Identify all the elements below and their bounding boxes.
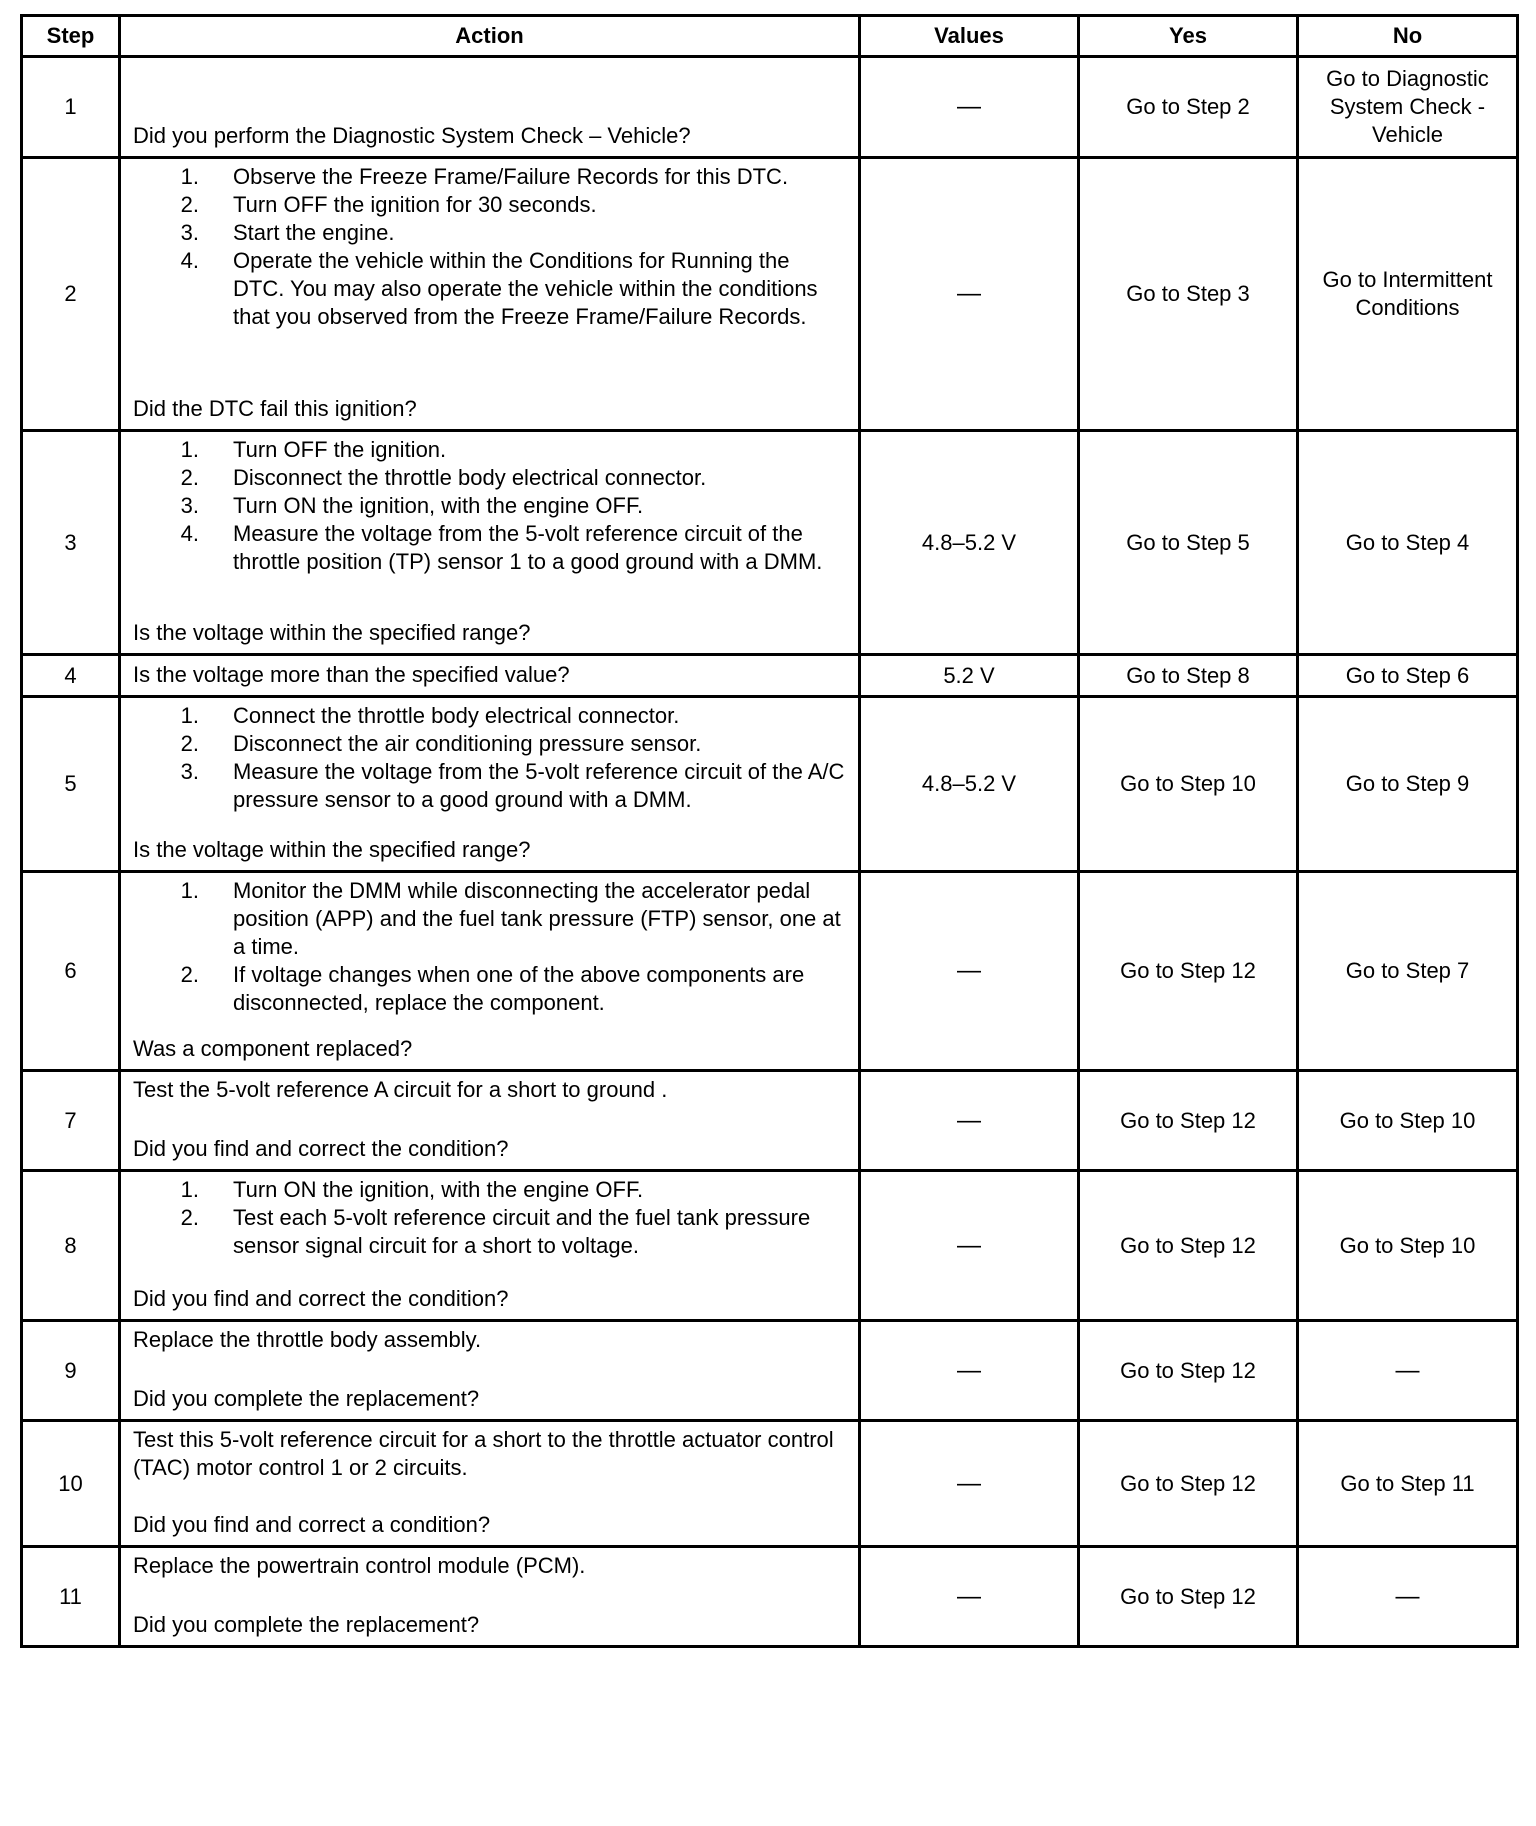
list-item-number: 4. xyxy=(180,248,199,273)
yes-cell: Go to Step 5 xyxy=(1079,431,1298,655)
action-question: Did the DTC fail this ignition? xyxy=(133,396,417,421)
action-cell xyxy=(120,57,860,158)
action-cell xyxy=(120,1321,860,1421)
action-instructions xyxy=(133,1076,846,1104)
list-item-number: 1. xyxy=(180,703,199,728)
header-action: Action xyxy=(120,16,860,57)
action-content xyxy=(127,161,852,427)
header-values: Values xyxy=(860,16,1079,57)
list-item xyxy=(133,492,846,520)
header-yes: Yes xyxy=(1079,16,1298,57)
list-item-number: 2. xyxy=(180,962,199,987)
action-instructions xyxy=(133,1552,846,1580)
step-number: 2 xyxy=(22,158,120,431)
step-number: 10 xyxy=(22,1421,120,1547)
table-row xyxy=(22,57,1518,158)
action-question: Did you find and correct the condition? xyxy=(133,1136,509,1161)
list-item xyxy=(133,961,846,1017)
action-content xyxy=(127,60,852,154)
no-cell: Go to Step 11 xyxy=(1298,1421,1518,1547)
list-item-number: 3. xyxy=(180,759,199,784)
action-content xyxy=(127,658,852,693)
no-cell: Go to Step 7 xyxy=(1298,872,1518,1071)
action-steps-list xyxy=(133,702,846,814)
yes-cell: Go to Step 10 xyxy=(1079,697,1298,872)
step-number: 3 xyxy=(22,431,120,655)
list-item-text: Disconnect the air conditioning pressure sensor. xyxy=(233,731,702,756)
action-content xyxy=(127,1174,852,1317)
no-cell: — xyxy=(1298,1547,1518,1647)
no-cell: — xyxy=(1298,1321,1518,1421)
list-item-number: 4. xyxy=(180,521,199,546)
header-step: Step xyxy=(22,16,120,57)
list-item-text: Operate the vehicle within the Conditions for Running the DTC. You may also operate the vehicle within the conditions that you observed from the Freeze Frame/Failure Records. xyxy=(233,248,818,329)
value-cell: — xyxy=(860,1171,1079,1321)
action-steps-list xyxy=(133,436,846,576)
action-content xyxy=(127,875,852,1067)
action-question: Is the voltage within the specified range? xyxy=(133,620,531,645)
yes-cell: Go to Step 3 xyxy=(1079,158,1298,431)
value-cell: — xyxy=(860,872,1079,1071)
action-question: Did you find and correct the condition? xyxy=(133,1286,509,1311)
action-cell xyxy=(120,158,860,431)
table-row xyxy=(22,158,1518,431)
action-instructions xyxy=(133,1176,846,1260)
list-item-text: If voltage changes when one of the above components are disconnected, replace the component. xyxy=(233,962,805,1015)
list-item-number: 1. xyxy=(180,164,199,189)
list-item-text: Turn OFF the ignition. xyxy=(233,437,447,462)
step-number: 8 xyxy=(22,1171,120,1321)
table-row xyxy=(22,431,1518,655)
action-cell xyxy=(120,697,860,872)
list-item-text: Start the engine. xyxy=(233,220,395,245)
list-item-text: Test each 5-volt reference circuit and the fuel tank pressure sensor signal circuit for a short to voltage. xyxy=(233,1205,811,1258)
action-question: Did you complete the replacement? xyxy=(133,1612,480,1637)
action-cell xyxy=(120,1171,860,1321)
yes-cell: Go to Step 12 xyxy=(1079,1171,1298,1321)
list-item-text: Turn ON the ignition, with the engine OFF. xyxy=(233,493,644,518)
list-item-text: Measure the voltage from the 5-volt reference circuit of the A/C pressure sensor to a good ground with a DMM. xyxy=(233,759,845,812)
value-cell: — xyxy=(860,1547,1079,1647)
value-cell: — xyxy=(860,158,1079,431)
value-cell: — xyxy=(860,1321,1079,1421)
list-item-number: 1. xyxy=(180,437,199,462)
step-number: 1 xyxy=(22,57,120,158)
action-intro: Test the 5-volt reference A circuit for a short to ground . xyxy=(133,1077,668,1102)
action-instructions xyxy=(133,702,846,814)
no-cell: Go to Step 6 xyxy=(1298,655,1518,697)
table-row xyxy=(22,872,1518,1071)
header-no: No xyxy=(1298,16,1518,57)
action-cell xyxy=(120,1547,860,1647)
table-row xyxy=(22,697,1518,872)
list-item xyxy=(133,191,846,219)
step-number: 5 xyxy=(22,697,120,872)
list-item xyxy=(133,219,846,247)
step-number: 11 xyxy=(22,1547,120,1647)
list-item-text: Disconnect the throttle body electrical connector. xyxy=(233,465,707,490)
list-item-text: Turn ON the ignition, with the engine OFF. xyxy=(233,1177,644,1202)
list-item xyxy=(133,464,846,492)
value-cell: — xyxy=(860,57,1079,158)
action-content xyxy=(127,1074,852,1167)
yes-cell: Go to Step 2 xyxy=(1079,57,1298,158)
list-item xyxy=(133,436,846,464)
step-number: 9 xyxy=(22,1321,120,1421)
value-cell: — xyxy=(860,1071,1079,1171)
list-item-number: 1. xyxy=(180,878,199,903)
action-intro: Replace the throttle body assembly. xyxy=(133,1327,482,1352)
action-cell xyxy=(120,872,860,1071)
list-item xyxy=(133,247,846,331)
step-number: 4 xyxy=(22,655,120,697)
action-content xyxy=(127,1550,852,1643)
yes-cell: Go to Step 12 xyxy=(1079,872,1298,1071)
step-number: 7 xyxy=(22,1071,120,1171)
table-row xyxy=(22,1547,1518,1647)
yes-cell: Go to Step 8 xyxy=(1079,655,1298,697)
action-intro: Test this 5-volt reference circuit for a short to the throttle actuator control (TAC) motor control 1 or 2 circuits. xyxy=(133,1427,834,1480)
list-item-number: 2. xyxy=(180,1205,199,1230)
list-item-number: 2. xyxy=(180,192,199,217)
list-item-number: 2. xyxy=(180,731,199,756)
action-instructions xyxy=(133,1326,846,1354)
list-item-number: 2. xyxy=(180,465,199,490)
table-body xyxy=(22,57,1518,1647)
action-content xyxy=(127,1324,852,1417)
action-content xyxy=(127,434,852,651)
action-question: Was a component replaced? xyxy=(133,1036,413,1061)
action-instructions xyxy=(133,1426,846,1482)
list-item xyxy=(133,758,846,814)
action-steps-list xyxy=(133,877,846,1017)
list-item-number: 3. xyxy=(180,220,199,245)
action-question: Is the voltage more than the specified value? xyxy=(133,662,570,687)
list-item xyxy=(133,520,846,576)
list-item-number: 3. xyxy=(180,493,199,518)
no-cell: Go to Step 10 xyxy=(1298,1171,1518,1321)
action-instructions xyxy=(133,877,846,1017)
value-cell: 4.8–5.2 V xyxy=(860,431,1079,655)
list-item xyxy=(133,1176,846,1204)
no-cell: Go to Diagnostic System Check - Vehicle xyxy=(1298,57,1518,158)
action-question: Is the voltage within the specified range? xyxy=(133,837,531,862)
step-number: 6 xyxy=(22,872,120,1071)
yes-cell: Go to Step 12 xyxy=(1079,1071,1298,1171)
list-item xyxy=(133,163,846,191)
list-item-text: Monitor the DMM while disconnecting the accelerator pedal position (APP) and the fuel tank pressure (FTP) sensor, one at a time. xyxy=(233,878,841,959)
action-question: Did you perform the Diagnostic System Check – Vehicle? xyxy=(133,123,691,148)
value-cell: 5.2 V xyxy=(860,655,1079,697)
no-cell: Go to Step 9 xyxy=(1298,697,1518,872)
list-item-text: Observe the Freeze Frame/Failure Records for this DTC. xyxy=(233,164,789,189)
list-item-text: Measure the voltage from the 5-volt reference circuit of the throttle position (TP) sensor 1 to a good ground with a DMM. xyxy=(233,521,823,574)
table-row xyxy=(22,1071,1518,1171)
action-steps-list xyxy=(133,163,846,331)
action-instructions xyxy=(133,436,846,576)
list-item xyxy=(133,877,846,961)
list-item-text: Connect the throttle body electrical connector. xyxy=(233,703,680,728)
action-cell xyxy=(120,1071,860,1171)
diagnostic-table xyxy=(20,14,1519,1648)
list-item-text: Turn OFF the ignition for 30 seconds. xyxy=(233,192,597,217)
action-content xyxy=(127,700,852,868)
value-cell: 4.8–5.2 V xyxy=(860,697,1079,872)
no-cell: Go to Step 10 xyxy=(1298,1071,1518,1171)
action-content xyxy=(127,1424,852,1543)
list-item xyxy=(133,702,846,730)
header-row xyxy=(22,16,1518,57)
action-question: Did you find and correct a condition? xyxy=(133,1512,491,1537)
table-row xyxy=(22,1421,1518,1547)
yes-cell: Go to Step 12 xyxy=(1079,1547,1298,1647)
list-item-number: 1. xyxy=(180,1177,199,1202)
list-item xyxy=(133,1204,846,1260)
value-cell: — xyxy=(860,1421,1079,1547)
action-cell xyxy=(120,655,860,697)
yes-cell: Go to Step 12 xyxy=(1079,1421,1298,1547)
no-cell: Go to Step 4 xyxy=(1298,431,1518,655)
table-row xyxy=(22,1171,1518,1321)
action-question: Did you complete the replacement? xyxy=(133,1386,480,1411)
action-instructions xyxy=(133,163,846,331)
table-row xyxy=(22,655,1518,697)
action-intro: Replace the powertrain control module (PCM). xyxy=(133,1553,586,1578)
action-cell xyxy=(120,1421,860,1547)
action-steps-list xyxy=(133,1176,846,1260)
list-item xyxy=(133,730,846,758)
yes-cell: Go to Step 12 xyxy=(1079,1321,1298,1421)
action-cell xyxy=(120,431,860,655)
table-row xyxy=(22,1321,1518,1421)
no-cell: Go to Intermittent Conditions xyxy=(1298,158,1518,431)
